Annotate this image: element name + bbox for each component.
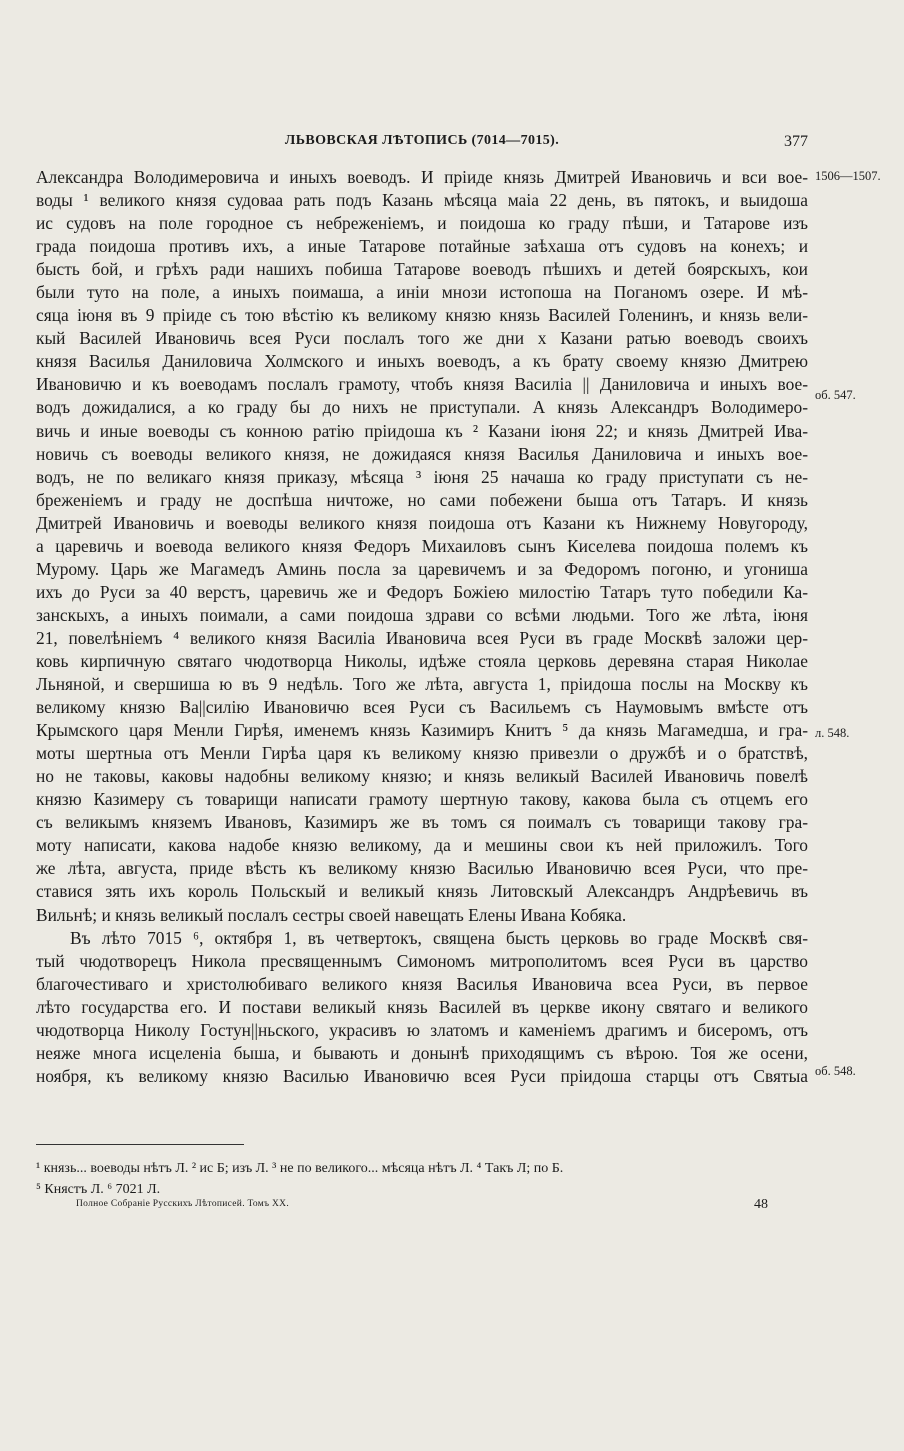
text-line: князю Казимеру съ товарищи написати грамоту шертную такову, какова была съ отцемъ его — [36, 789, 808, 810]
text-line: неяже многа исцеленіа быша, и бывають и донынѣ приходящимъ съ вѣрою. Тоя же осени, — [36, 1042, 808, 1063]
text-line: ковь кирпичную святаго чюдотворца Николы, идѣже стояла церковь деревяна старая Николае — [36, 650, 808, 671]
chronicle-text — [36, 166, 808, 1088]
text-line: Крымского царя Менли Гирѣя, именемъ князь Казимиръ Книтъ ⁵ да князь Магамедша, и гра- — [36, 720, 808, 741]
signature-mark: 48 — [754, 1197, 768, 1212]
text-line: же лѣта, августа, приде вѣсть къ великому князю Василью Ивановичю всея Руси, что пре- — [36, 858, 808, 879]
page-number: 377 — [784, 133, 808, 150]
text-line: воды ¹ великого князя судоваа рать подъ Казань мѣсяца маіа 22 день, въ пятокъ, и выидоша — [36, 190, 808, 211]
margin-note-ob548: об. 548. — [815, 1064, 856, 1078]
text-line: бысть бой, и грѣхъ ради нашихъ побиша Татарове воеводъ пѣшихъ и детей боярскыхъ, кои — [36, 259, 808, 280]
text-line: съ великымъ княземъ Ивановъ, Казимиръ же въ томъ ся поималъ съ товарищи такову гра- — [36, 812, 808, 833]
text-line: Ивановичю и къ воеводамъ послалъ грамоту, чтобъ князя Василіа || Даниловича и иныхъ вое- — [36, 374, 808, 395]
text-line: тый чюдотворецъ Никола пресвященнымъ Симономъ митрополитомъ всея Руси въ царство — [36, 950, 808, 971]
text-line: водъ, не по великаго князя приказу, мѣсяца ³ іюня 25 начаша ко граду приступати съ не- — [36, 466, 808, 487]
text-line: чюдотворца Николу Гостун||ньского, украсивъ ю златомъ и каменіемъ драгимъ и бисеромъ, отъ — [36, 1019, 808, 1040]
text-line: великому князю Ва||силію Ивановичю всея Руси съ Васильемъ съ Наумовымъ вмѣсте отъ — [36, 697, 808, 718]
text-line: занскыхъ, а иныхъ поимали, а сами поидоша здрави со всѣми людьми. Того же лѣта, іюня — [36, 604, 808, 625]
text-line: ихъ до Руси за 40 верстъ, царевичь же и Федоръ Божіею милостію Татаръ туто победили Ка- — [36, 581, 808, 602]
text-line: ставися зять ихъ король Польскый и великый князь Литовскый Александръ Андрѣевичь въ — [36, 881, 808, 902]
text-line: бреженіемъ и граду не доспѣша ничтоже, но сами побежени быша отъ Татаръ. И князь — [36, 489, 808, 510]
text-line: вичь и иные воеводы съ конною ратію пріидоша къ ² Казани іюня 22; и князь Дмитрей Ива- — [36, 420, 808, 441]
text-line: ноября, къ великому князю Василью Ивановичю всея Руси пріидоша старцы отъ Святыа — [36, 1065, 808, 1086]
margin-note-l548: л. 548. — [815, 726, 850, 740]
margin-note-years: 1506—1507. — [815, 169, 881, 183]
text-line: но не таковы, каковы надобны великому князю; и князь великый Василей Ивановичь повелѣ — [36, 766, 808, 787]
text-line: сяца іюня въ 9 пріиде съ тою вѣстію къ великому князю князь Василей Голенинъ, и князь вели- — [36, 305, 808, 326]
text-line: моты шертныа отъ Менли Гирѣа царя къ великому князю привезли о дружбѣ и о братствѣ, — [36, 743, 808, 764]
text-line: Александра Володимеровича и иныхъ воеводъ. И пріиде князь Дмитрей Ивановичь и вси вое- — [36, 167, 808, 187]
text-line: князя Василья Даниловича Холмского и иныхъ воеводъ, а къ брату своему князю Дмитрею — [36, 351, 808, 372]
text-line: водъ дожидалися, а ко граду бы до нихъ не приступали. А князь Александръ Володимеро- — [36, 397, 808, 418]
text-line: новичь съ воеводы великого князя, не дожидаяся князя Василья Даниловича и иныхъ вое- — [36, 443, 808, 464]
text-line: лѣто государства его. И постави великый князь Василей въ церкве икону святаго и великого — [36, 996, 808, 1017]
text-line: Вильнѣ; и князь великый послалъ сестры своей навещать Елены Ивана Кобяка. — [36, 904, 627, 925]
footnote-divider — [36, 1144, 244, 1145]
text-line: моту написати, какова надобе князю великому, да и мешины свои къ ней приложилъ. Того — [36, 835, 808, 856]
text-line: града поидоша противъ ихъ, а иные Татарове потайные заѣхаша отъ судовъ на конехъ; и — [36, 236, 808, 257]
footnote-line: ¹ князь... воеводы нѣтъ Л. ² ис Б; изъ Л. ³ не по великого... мѣсяца нѣтъ Л. ⁴ Такъ Л; по Б. — [36, 1161, 564, 1176]
collection-title: Полное Собраніе Русскихъ Лѣтописей. Томъ XX. — [76, 1199, 289, 1209]
page-footer — [76, 1199, 768, 1217]
text-line: Въ лѣто 7015 ⁶, октября 1, въ четвертокъ, священа бысть церковь во граде Москвѣ свя- — [70, 927, 808, 948]
footnote-line: ⁵ Княстъ Л. ⁶ 7021 Л. — [36, 1182, 161, 1197]
text-line: благочестиваго и христолюбиваго великого князя Василья Ивановича всеа Руси, въ первое — [36, 973, 808, 994]
text-line: ис судовъ на поле городное съ небреженіемъ, и поидоша ко граду пѣши, и Татарове изъ — [36, 213, 808, 234]
text-line: 21, повелѣніемъ ⁴ великого князя Василіа Ивановича всея Руси въ граде Москвѣ заложи цер- — [36, 627, 808, 648]
running-title: ЛЬВОВСКАЯ ЛѢТОПИСЬ (7014—7015). — [284, 133, 560, 148]
page-header — [36, 133, 808, 153]
text-line: Мурому. Царь же Магамедъ Аминь посла за царевичемъ и за Федоромъ погоню, и угониша — [36, 558, 808, 579]
footnotes — [36, 1158, 808, 1200]
margin-note-ob547: об. 547. — [815, 388, 856, 402]
text-line: Льняной, и свершиша ю въ 9 недѣль. Того же лѣта, августа 1, пріидоша послы на Москву къ — [36, 674, 808, 695]
text-line: а царевичь и воевода великого князя Федоръ Михаиловъ сынъ Киселева поидоша полемъ къ — [36, 535, 808, 556]
text-line: кый Василей Ивановичь всея Руси послалъ того же дни х Казани ратью воеводъ своихъ — [36, 328, 808, 349]
text-line: Дмитрей Ивановичь и воеводы великого князя поидоша отъ Казани къ Нижнему Новугороду, — [36, 512, 808, 533]
text-line: были туто на поле, а иныхъ поимаша, а иніи мнози истопоша на Поганомъ озере. И мѣ- — [36, 282, 808, 303]
